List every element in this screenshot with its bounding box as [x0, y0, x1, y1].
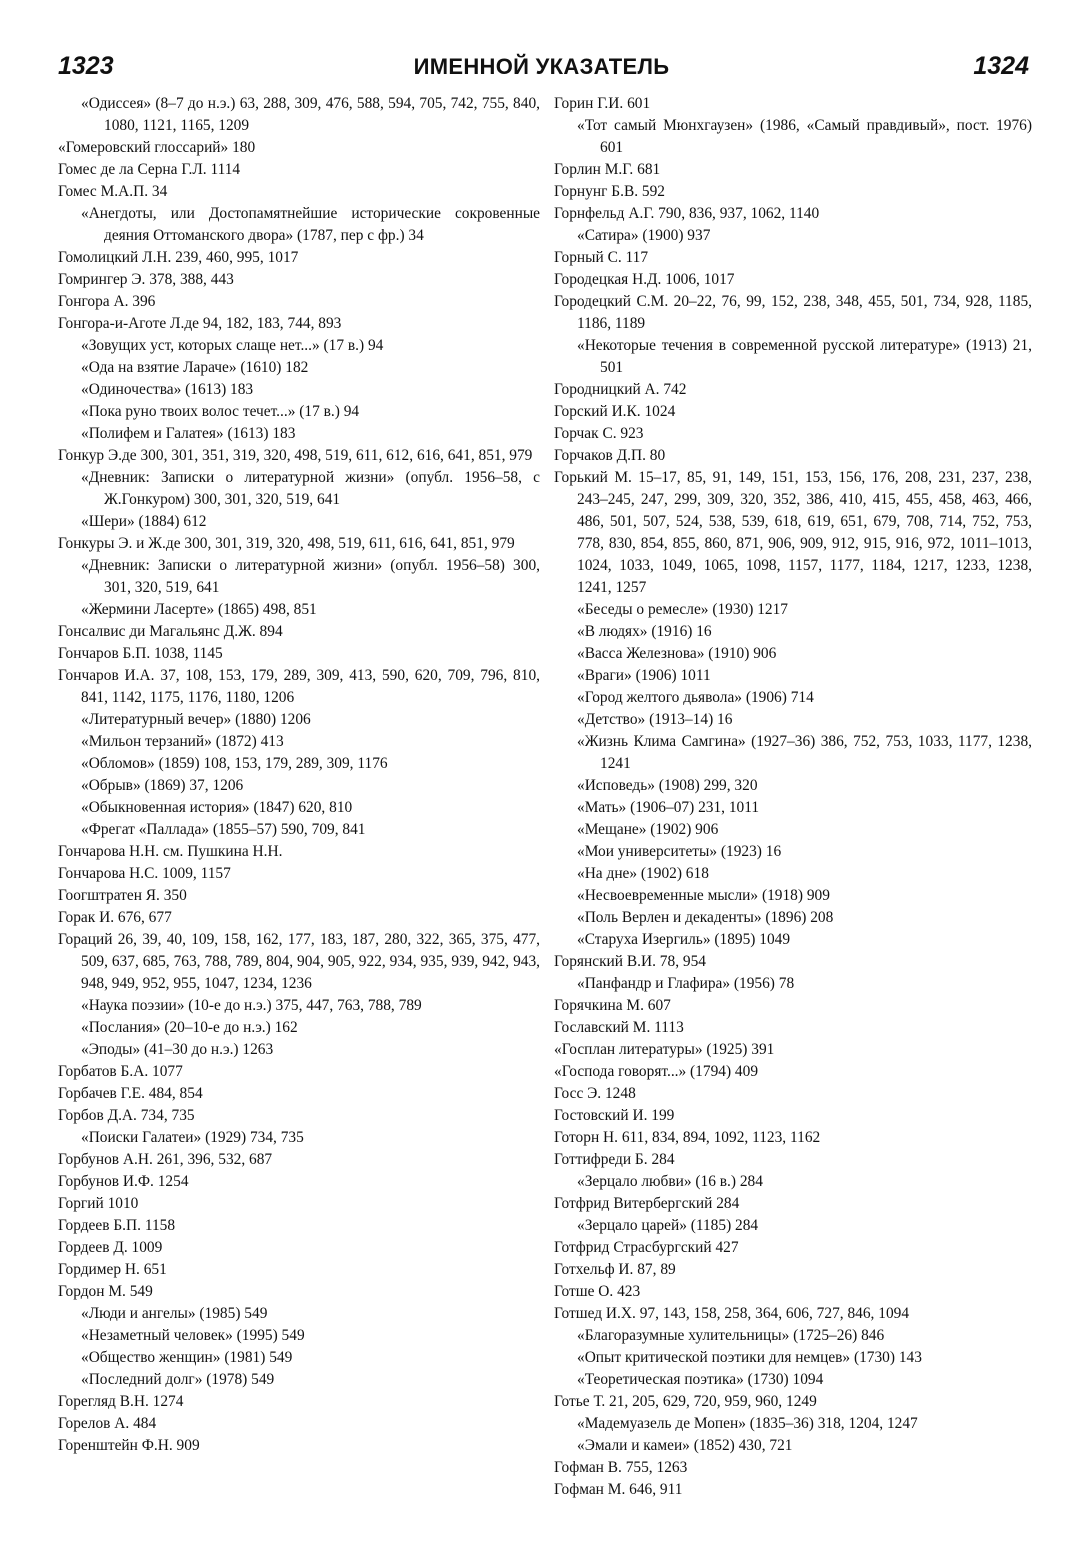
index-subentry: [58, 775, 540, 797]
index-entry: Готфрид Страсбургский 427: [554, 1239, 739, 1256]
right-page-number: 1324: [973, 52, 1029, 80]
index-entry: Гордимер Н. 651: [58, 1261, 167, 1278]
index-subentry-text: «Мадемуазель де Мопен» (1835–36) 318, 1204, 1247: [577, 1415, 918, 1432]
index-entry: Горбатов Б.А. 1077: [58, 1063, 183, 1080]
index-subentry: [58, 995, 540, 1017]
index-subentry-text: «Зерцало любви» (16 в.) 284: [577, 1173, 763, 1190]
index-subentry-text: «Эмали и камеи» (1852) 430, 721: [577, 1437, 793, 1454]
index-subentry: [58, 753, 540, 775]
index-entry: Готфрид Витербергский 284: [554, 1195, 740, 1212]
index-subentry-text: «Шери» (1884) 612: [81, 513, 207, 530]
index-subentry-text: «Исповедь» (1908) 299, 320: [577, 777, 758, 794]
index-entry: Готтифреди Б. 284: [554, 1151, 675, 1168]
index-subentry: [554, 929, 1032, 951]
index-subentry-text: «Ода на взятие Лараче» (1610) 182: [81, 359, 309, 376]
index-subentry-text: «Беседы о ремесле» (1930) 1217: [577, 601, 788, 618]
index-subentry-text: «Зовущих уст, которых слаще нет...» (17 в.) 94: [81, 337, 384, 354]
index-entry: Горгий 1010: [58, 1195, 139, 1212]
index-subentry-text: «Литературный вечер» (1880) 1206: [81, 711, 311, 728]
index-subentry-text: «Послания» (20–10-е до н.э.) 162: [81, 1019, 298, 1036]
index-subentry: [554, 819, 1032, 841]
index-entry: Госс Э. 1248: [554, 1085, 636, 1102]
index-entry: Готхельф И. 87, 89: [554, 1261, 676, 1278]
index-subentry-text: «Обрыв» (1869) 37, 1206: [81, 777, 244, 794]
index-entry: Горнунг Б.В. 592: [554, 183, 665, 200]
index-subentry: [554, 1347, 1032, 1369]
index-subentry: [554, 1215, 1032, 1237]
index-subentry: [554, 797, 1032, 819]
index-subentry: [554, 1325, 1032, 1347]
index-subentry: [58, 709, 540, 731]
index-subentry: [58, 731, 540, 753]
index-subentry: [554, 687, 1032, 709]
index-subentry-text: «Обломов» (1859) 108, 153, 179, 289, 309, 1176: [81, 755, 388, 772]
index-subentry: [554, 1435, 1032, 1457]
index-entry: Гофман М. 646, 911: [554, 1481, 683, 1498]
index-entry: Горчак С. 923: [554, 425, 644, 442]
index-entry: Гордеев Б.П. 1158: [58, 1217, 176, 1234]
index-subentry-text: «Мать» (1906–07) 231, 1011: [577, 799, 760, 816]
index-subentry-text: «Одиночества» (1613) 183: [81, 381, 254, 398]
index-subentry: [58, 357, 540, 379]
index-entry: Горин Г.И. 601: [554, 95, 651, 112]
index-entry: Готье Т. 21, 205, 629, 720, 959, 960, 1249: [554, 1393, 817, 1410]
index-subentry: [58, 401, 540, 423]
index-subentry: [554, 665, 1032, 687]
index-entry: Гонгора-и-Аготе Л.де 94, 182, 183, 744, 893: [58, 315, 342, 332]
index-entry: Гофман В. 755, 1263: [554, 1459, 688, 1476]
index-subentry-text: «Дневник: Записки о литературной жизни» (опубл. 1956–58) 300, 301, 320, 519, 641: [81, 557, 540, 596]
index-entry: Горбунов И.Ф. 1254: [58, 1173, 189, 1190]
index-entry: Горлин М.Г. 681: [554, 161, 661, 178]
index-entry: Гонгора А. 396: [58, 293, 156, 310]
index-subentry-text: «В людях» (1916) 16: [577, 623, 712, 640]
index-subentry-text: «Анегдоты, или Достопамятнейшие исторические сокровенные деяния Оттоманского двора» (1787, пер с фр.) 34: [81, 205, 540, 244]
index-entry: Гонкур Э.де 300, 301, 351, 319, 320, 498, 519, 611, 612, 616, 641, 851, 979: [58, 447, 533, 464]
index-subentry-text: «Мои университеты» (1923) 16: [577, 843, 782, 860]
index-subentry-text: «Люди и ангелы» (1985) 549: [81, 1305, 268, 1322]
index-subentry-text: «Сатира» (1900) 937: [577, 227, 711, 244]
index-subentry: [58, 599, 540, 621]
index-entry: Горбов Д.А. 734, 735: [58, 1107, 195, 1124]
index-subentry: [58, 1303, 540, 1325]
index-subentry-text: «Эподы» (41–30 до н.э.) 1263: [81, 1041, 274, 1058]
index-subentry-text: «Враги» (1906) 1011: [577, 667, 711, 684]
index-subentry-text: «Жизнь Клима Самгина» (1927–36) 386, 752, 753, 1033, 1177, 1238, 1241: [577, 733, 1032, 772]
index-entry: Гомес М.А.П. 34: [58, 183, 168, 200]
page-header: [0, 52, 1083, 88]
index-entry: Гомрингер Э. 378, 388, 443: [58, 271, 234, 288]
index-subentry-text: «Наука поэзии» (10-е до н.э.) 375, 447, 763, 788, 789: [81, 997, 422, 1014]
index-entry: Горный С. 117: [554, 249, 649, 266]
index-entry: Гомолицкий Л.Н. 239, 460, 995, 1017: [58, 249, 299, 266]
index-subentry-text: «Незаметный человек» (1995) 549: [81, 1327, 305, 1344]
index-entry: Горбунов А.Н. 261, 396, 532, 687: [58, 1151, 273, 1168]
index-entry: Горенштейн Ф.Н. 909: [58, 1437, 200, 1454]
index-subentry: [554, 973, 1032, 995]
index-subentry: [58, 1347, 540, 1369]
index-subentry-text: «Поль Верлен и декаденты» (1896) 208: [577, 909, 834, 926]
index-subentry-text: «Обыкновенная история» (1847) 620, 810: [81, 799, 353, 816]
page-title: ИМЕННОЙ УКАЗАТЕЛЬ: [413, 54, 670, 79]
index-subentry: [554, 335, 1032, 379]
index-subentry: [554, 115, 1032, 159]
index-subentry-text: «Панфандр и Глафира» (1956) 78: [577, 975, 795, 992]
index-subentry: [554, 621, 1032, 643]
index-subentry-text: «Тот самый Мюнхгаузен» (1986, «Самый правдивый», пост. 1976) 601: [577, 117, 1032, 156]
index-subentry: [58, 1017, 540, 1039]
index-entry: Гомес де ла Серна Г.Л. 1114: [58, 161, 241, 178]
index-entry: «Гомеровский глоссарий» 180: [58, 139, 256, 156]
index-entry: Гончарова Н.Н. см. Пушкина Н.Н.: [58, 843, 283, 860]
index-subentry: [554, 225, 1032, 247]
index-entry: Гончарова Н.С. 1009, 1157: [58, 865, 231, 882]
index-subentry: [554, 1171, 1032, 1193]
index-subentry: [554, 1369, 1032, 1391]
index-subentry: [58, 203, 540, 247]
index-subentry: [554, 841, 1032, 863]
index-subentry-text: «Теоретическая поэтика» (1730) 1094: [577, 1371, 824, 1388]
index-subentry-text: «Несвоевременные мысли» (1918) 909: [577, 887, 830, 904]
index-subentry: [554, 709, 1032, 731]
index-entry: Горбачев Г.Е. 484, 854: [58, 1085, 203, 1102]
index-entry: Гостовский И. 199: [554, 1107, 675, 1124]
index-subentry: [58, 1039, 540, 1061]
index-subentry: [58, 379, 540, 401]
index-subentry: [554, 907, 1032, 929]
index-subentry: [58, 819, 540, 841]
index-entry: Горчаков Д.П. 80: [554, 447, 666, 464]
index-column-left: [58, 93, 540, 1457]
index-entry: Горнфельд А.Г. 790, 836, 937, 1062, 1140: [554, 205, 820, 222]
index-subentry: [58, 1325, 540, 1347]
index-subentry: [58, 555, 540, 599]
index-column-right: [554, 93, 1032, 1501]
index-subentry-text: «Дневник: Записки о литературной жизни» (опубл. 1956–58, с Ж.Гонкуром) 300, 301, 320, 519, 641: [81, 469, 540, 508]
index-subentry: [554, 643, 1032, 665]
index-entry: Городецкая Н.Д. 1006, 1017: [554, 271, 735, 288]
index-subentry-text: «Старуха Изергиль» (1895) 1049: [577, 931, 791, 948]
index-subentry-text: «Пока руно твоих волос течет...» (17 в.) 94: [81, 403, 360, 420]
index-subentry: [58, 1369, 540, 1391]
index-entry: Горак И. 676, 677: [58, 909, 172, 926]
index-entry: Горький М. 15–17, 85, 91, 149, 151, 153, 156, 176, 208, 231, 237, 238, 243–245, 247, 299, 309, 320, 352, 386, 410, 415, 455, 458, 463, 466, 486, 501, 507, 524, 538, 539, 618, 619, 651, 679, 708, 714, 752, 753, 778, 830, 854, 855, 860, 871, 906, 909, 912, 915, 916, 972, 1011–1013, 1024, 1033, 1049, 1065, 1098, 1157, 1177, 1184, 1217, 1233, 1238, 1241, 1257: [554, 469, 1032, 596]
index-entry: Городницкий А. 742: [554, 381, 687, 398]
index-subentry-text: «Поиски Галатеи» (1929) 734, 735: [81, 1129, 304, 1146]
index-entry: Готше О. 423: [554, 1283, 641, 1300]
index-subentry: [554, 1413, 1032, 1435]
index-subentry: [58, 93, 540, 137]
index-subentry: [58, 467, 540, 511]
index-entry: Гославский М. 1113: [554, 1019, 684, 1036]
index-entry: Готшед И.Х. 97, 143, 158, 258, 364, 606, 727, 846, 1094: [554, 1305, 910, 1322]
index-subentry-text: «Опыт критической поэтики для немцев» (1730) 143: [577, 1349, 922, 1366]
index-entry: Гончаров И.А. 37, 108, 153, 179, 289, 309, 413, 590, 620, 709, 796, 810, 841, 1142, 1175, 1176, 1180, 1206: [58, 667, 540, 706]
index-subentry-text: «Некоторые течения в современной русской литературе» (1913) 21, 501: [577, 337, 1032, 376]
index-subentry: [58, 797, 540, 819]
index-entry: Гонсалвис ди Магальянс Д.Ж. 894: [58, 623, 283, 640]
index-entry: Гордеев Д. 1009: [58, 1239, 163, 1256]
index-subentry-text: «На дне» (1902) 618: [577, 865, 709, 882]
index-subentry-text: «Васса Железнова» (1910) 906: [577, 645, 777, 662]
index-entry: Горелов А. 484: [58, 1415, 157, 1432]
index-subentry-text: «Одиссея» (8–7 до н.э.) 63, 288, 309, 476, 588, 594, 705, 742, 755, 840, 1080, 1121, 1165, 1209: [81, 95, 540, 134]
index-entry: Гончаров Б.П. 1038, 1145: [58, 645, 223, 662]
index-subentry-text: «Благоразумные хулительницы» (1725–26) 846: [577, 1327, 885, 1344]
index-entry: Горячкина М. 607: [554, 997, 671, 1014]
index-entry: Гонкуры Э. и Ж.де 300, 301, 319, 320, 498, 519, 611, 616, 641, 851, 979: [58, 535, 515, 552]
index-entry: Горянский В.И. 78, 954: [554, 953, 706, 970]
left-page-number: 1323: [58, 52, 114, 80]
index-subentry: [58, 423, 540, 445]
index-subentry: [554, 885, 1032, 907]
index-entry: Гораций 26, 39, 40, 109, 158, 162, 177, 183, 187, 280, 322, 365, 375, 477, 509, 637, 685, 763, 788, 789, 804, 904, 905, 922, 934, 935, 939, 942, 943, 948, 949, 952, 955, 1047, 1234, 1236: [58, 931, 540, 992]
index-subentry-text: «Жермини Ласерте» (1865) 498, 851: [81, 601, 317, 618]
index-subentry-text: «Общество женщин» (1981) 549: [81, 1349, 293, 1366]
index-subentry-text: «Мильон терзаний» (1872) 413: [81, 733, 284, 750]
index-subentry-text: «Фрегат «Паллада» (1855–57) 590, 709, 841: [81, 821, 366, 838]
index-entry: Гоогштратен Я. 350: [58, 887, 187, 904]
index-subentry: [554, 775, 1032, 797]
index-subentry-text: «Зерцало царей» (1185) 284: [577, 1217, 759, 1234]
index-subentry: [554, 599, 1032, 621]
index-entry: «Госплан литературы» (1925) 391: [554, 1041, 775, 1058]
index-entry: Горегляд В.Н. 1274: [58, 1393, 184, 1410]
index-subentry: [58, 335, 540, 357]
index-subentry: [554, 731, 1032, 775]
index-subentry-text: «Последний долг» (1978) 549: [81, 1371, 275, 1388]
index-entry: Гордон М. 549: [58, 1283, 153, 1300]
index-entry: Горский И.К. 1024: [554, 403, 676, 420]
index-subentry: [554, 863, 1032, 885]
index-entry: Городецкий С.М. 20–22, 76, 99, 152, 238, 348, 455, 501, 734, 928, 1185, 1186, 1189: [554, 293, 1032, 332]
index-entry: «Господа говорят...» (1794) 409: [554, 1063, 759, 1080]
index-subentry-text: «Полифем и Галатея» (1613) 183: [81, 425, 296, 442]
index-subentry: [58, 511, 540, 533]
index-subentry: [58, 1127, 540, 1149]
index-subentry-text: «Город желтого дьявола» (1906) 714: [577, 689, 814, 706]
index-entry: Готорн Н. 611, 834, 894, 1092, 1123, 1162: [554, 1129, 821, 1146]
index-subentry-text: «Мещане» (1902) 906: [577, 821, 719, 838]
index-subentry-text: «Детство» (1913–14) 16: [577, 711, 733, 728]
